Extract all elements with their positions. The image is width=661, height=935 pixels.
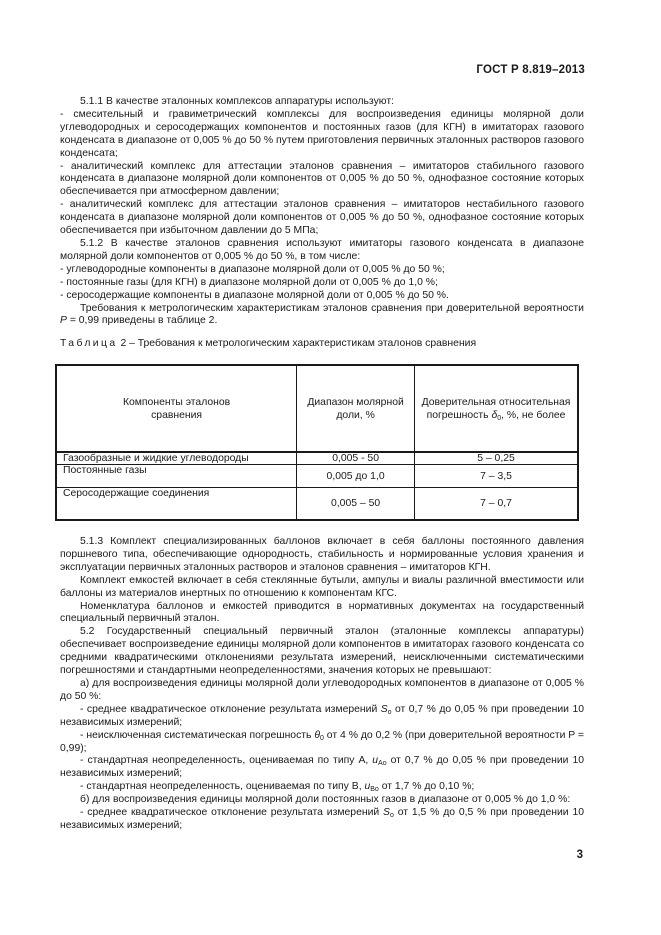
table-caption [60, 338, 476, 349]
clause-5-1-1-intro: 5.1.1 В качестве эталонных комплексов аппаратуры используют: [80, 96, 394, 107]
text-block-top [60, 96, 584, 328]
clause-5-2-intro: 5.2 Государственный специальный первичный эталон (эталонные комплексы аппаратуры) обеспечивает воспроизведение единицы молярной доли компонентов в имитаторах газового конденсата со средними квадратическими отклонениями результата измерений, неисключенными систематическими погрешностями и стандартными неопределенностями, значения которых не превышают: [60, 626, 584, 677]
clause-5-1-2-item: - углеводородные компоненты в диапазоне молярной доли от 0,005 % до 50 %; [60, 263, 445, 275]
table-header-row [56, 365, 578, 452]
clause-5-1-3-p1: 5.1.3 Комплект специализированных баллонов включает в себя баллоны постоянного давления поршневого типа, обеспечивающие однородность, стабильность и нормированные условия хранения и эксплуатации первичных эталонных растворов и эталонов сравнения – имитаторов КГН. [60, 536, 584, 573]
cell-range: 0,005 – 50 [297, 488, 415, 521]
cell-component: Газообразные и жидкие углеводороды [56, 452, 297, 465]
clause-5-2-a-item: - стандартная неопределенность, оцениваемая по типу А, $u_{Ao}$ от 0,7 % до 0,05 % при проведении 10 независимых измерений; [60, 755, 584, 780]
cell-range: 0,005 - 50 [297, 452, 415, 465]
clause-5-1-2-item: - серосодержащие компоненты в диапазоне молярной доли от 0,005 % до 50 %. [60, 289, 449, 301]
document-code: ГОСТ Р 8.819–2013 [476, 64, 585, 76]
text-block-bottom [60, 536, 584, 833]
clause-5-2-b-intro: б) для воспроизведения единицы молярной доли постоянных газов в диапазоне от 0,005 % до 1,0 %: [80, 794, 571, 806]
clause-5-2-a-item: - неисключенная систематическая погрешность $\theta_0$ от 4 % до 0,2 % (при доверительной вероятности P = 0,99); [60, 729, 585, 754]
cell-range: 0,005 до 1,0 [297, 465, 415, 488]
cell-error: 7 – 0,7 [415, 488, 579, 521]
page-number: 3 [576, 849, 583, 861]
clause-5-1-1-item: - смесительный и гравиметрический комплексы для воспроизведения единицы молярной доли углеводородных и серосодержащих компонентов и постоянных газов (для КГН) в имитаторах газового конденсата в диапазоне от 0,005 % до 50 % путем приготовления первичных эталонных растворов газового конденсата; [60, 108, 584, 159]
clause-5-2-a-intro: а) для воспроизведения единицы молярной доли углеводородных компонентов в диапазоне от 0,005 % до 50 %: [60, 677, 584, 702]
table-reference: Требования к метрологическим характеристикам эталонов сравнения при доверительной вероятности P = 0,99 приведены в таблице 2. [60, 302, 584, 327]
col-header-error: Доверительная относительная погрешность $\delta_0$, %, не более [415, 365, 579, 452]
clause-5-1-2-item: - постоянные газы (для КГН) в диапазоне молярной доли от 0,005 % до 1,0 %; [60, 276, 438, 288]
table-row [56, 488, 578, 521]
table-row [56, 452, 578, 465]
cell-error: 5 – 0,25 [415, 452, 579, 465]
clause-5-1-2-intro: 5.1.2 В качестве эталонов сравнения используют имитаторы газового конденсата в диапазоне молярной доли компонентов от 0,005 % до 50 %, в том числе: [60, 237, 584, 262]
clause-5-2-a-item: - стандартная неопределенность, оцениваемая по типу В, $u_{Bo}$ от 1,7 % до 0,10 %; [80, 781, 475, 794]
clause-5-1-3-p2: Комплект емкостей включает в себя стеклянные бутыли, ампулы и виалы различной вместимости или баллоны из материалов инертных по отношению к компонентам КГС. [60, 574, 584, 599]
cell-error: 7 – 3,5 [415, 465, 579, 488]
requirements-table [55, 364, 579, 521]
col-header-range: Диапазон молярной доли, % [297, 365, 415, 452]
table-caption-word: Таблица [60, 338, 118, 349]
table-row [56, 465, 578, 488]
clause-5-2-a-item: - среднее квадратическое отклонение результата измерений $S_o$ от 0,7 % до 0,05 % при проведении 10 независимых измерений; [60, 703, 584, 728]
clause-5-2-b-item: - среднее квадратическое отклонение результата измерений $S_o$ от 1,5 % до 0,5 % при проведении 10 независимых измерений; [60, 807, 584, 831]
col-header-components: Компоненты эталонов сравнения [56, 365, 297, 452]
clause-5-1-1-item: - аналитический комплекс для аттестации эталонов сравнения – имитаторов стабильного газового конденсата в диапазоне молярной доли компонентов от 0,005 % до 50 %, однофазное состояние которых обеспечивается при атмосферном давлении; [60, 160, 584, 198]
clause-5-1-1-item: - аналитический комплекс для аттестации эталонов сравнения – имитаторов нестабильного газового конденсата в диапазоне молярной доли компонентов от 0,005 % до 50 %, однофазное состояние которых обеспечивается при избыточном давлении до 5 МПа; [60, 199, 584, 237]
cell-component: Постоянные газы [56, 465, 297, 488]
cell-component: Серосодержащие соединения [56, 488, 297, 521]
table-caption-text: 2 – Требования к метрологическим характеристикам эталонов сравнения [120, 338, 477, 349]
clause-5-1-3-p3: Номенклатура баллонов и емкостей приводится в нормативных документах на государственный специальный первичный эталон. [60, 600, 584, 625]
